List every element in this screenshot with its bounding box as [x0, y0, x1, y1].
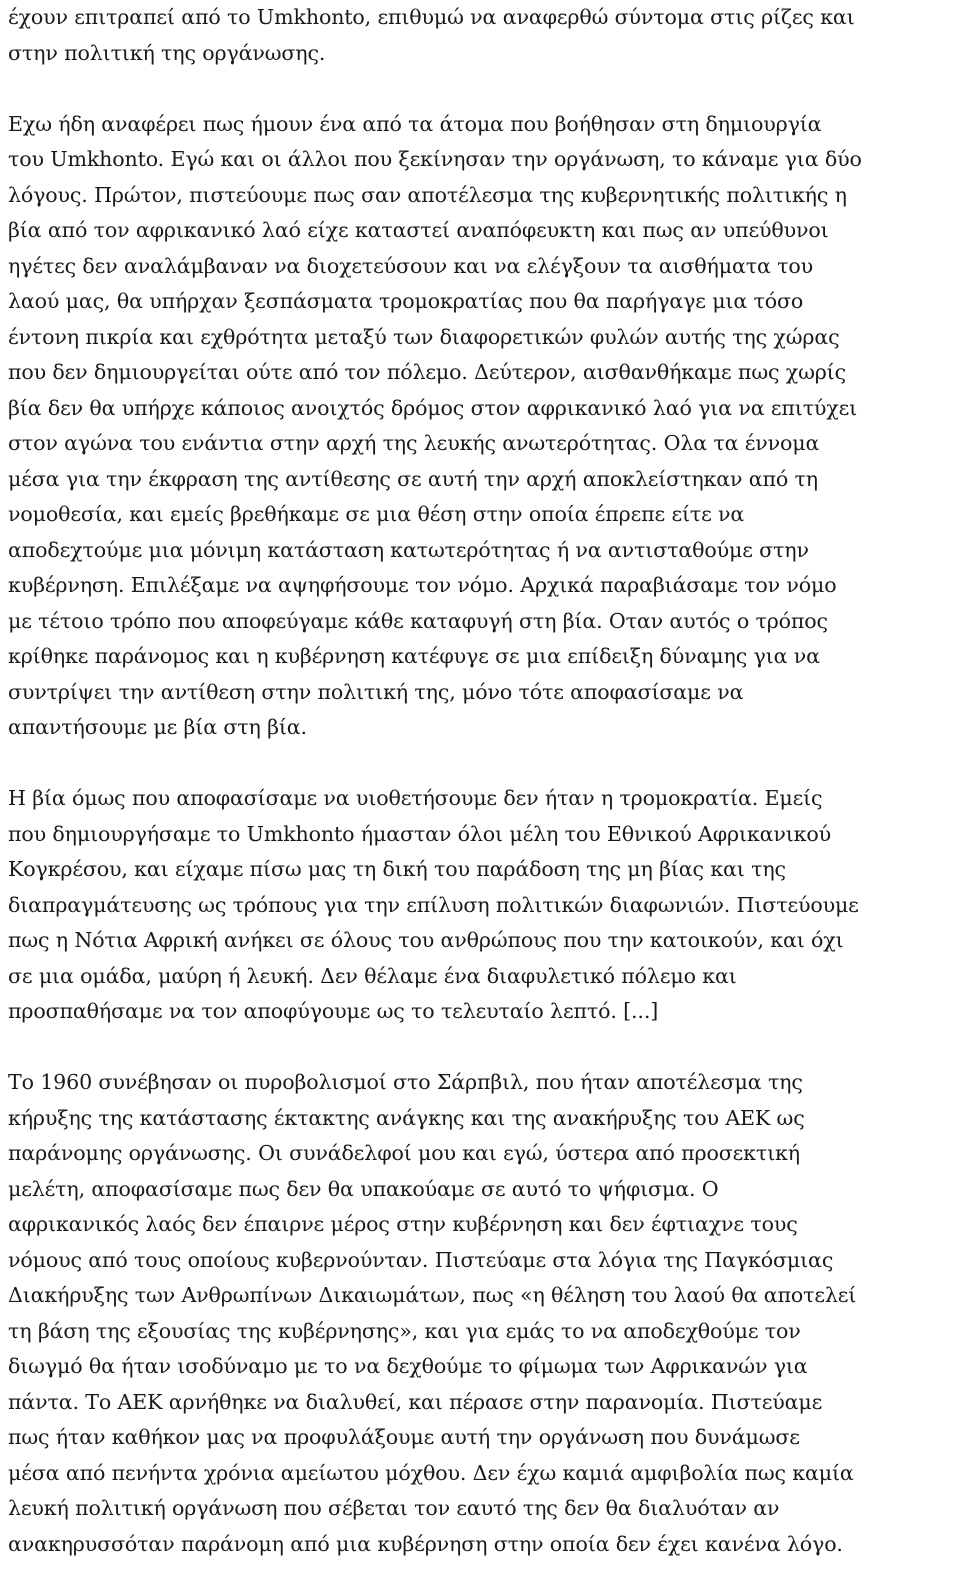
paragraph-gap: [8, 71, 952, 107]
text-line: μελέτη, αποφασίσαμε πως δεν θα υπακούαμε σε αυτό το ψήφισμα. Ο: [8, 1176, 719, 1201]
text-line: προσπαθήσαμε να τον αποφύγουμε ως το τελευταίο λεπτό. [...]: [8, 999, 659, 1023]
text-line: λόγους. Πρώτον, πιστεύουμε πως σαν αποτέλεσμα της κυβερνητικής πολιτικής η: [8, 182, 847, 207]
text-line: Το 1960 συνέβησαν οι πυροβολισμοί στο Σάρπβιλ, που ήταν αποτέλεσμα της: [8, 1070, 803, 1094]
paragraph-1: [8, 0, 952, 71]
text-line: κήρυξης της κατάστασης έκτακτης ανάγκης και της ανακήρυξης του ΑΕΚ ως: [8, 1105, 805, 1130]
text-line: λαού μας, θα υπήρχαν ξεσπάσματα τρομοκρατίας που θα παρήγαγε μια τόσο: [8, 289, 804, 313]
text-line: λευκή πολιτική οργάνωση που σέβεται τον εαυτό της δεν θα διαλυόταν αν: [8, 1496, 780, 1520]
text-line: ανακηρυσσόταν παράνομη από μια κυβέρνηση στην οποία δεν έχει κανένα λόγο.: [8, 1531, 843, 1556]
text-line: διαπραγμάτευσης ως τρόπους για την επίλυση πολιτικών διαφωνιών. Πιστεύουμε: [8, 892, 859, 917]
text-line: στην πολιτική της οργάνωσης.: [8, 40, 326, 65]
text-line: μέσα από πενήντα χρόνια αμείωτου μόχθου. Δεν έχω καμιά αμφιβολία πως καμία: [8, 1460, 854, 1485]
text-line: που δημιουργήσαμε το Umkhonto ήμασταν όλοι μέλη του Εθνικού Αφρικανικού: [8, 821, 831, 846]
text-line: βία δεν θα υπήρχε κάποιος ανοιχτός δρόμος στον αφρικανικό λαό για να επιτύχει: [8, 395, 858, 420]
text-line: αφρικανικός λαός δεν έπαιρνε μέρος στην κυβέρνηση και δεν έφτιαχνε τους: [8, 1212, 798, 1236]
text-line: κυβέρνηση. Επιλέξαμε να αψηφήσουμε τον νόμο. Αρχικά παραβιάσαμε τον νόμο: [8, 573, 837, 597]
text-line: διωγμό θα ήταν ισοδύναμο με το να δεχθούμε το φίμωμα των Αφρικανών για: [8, 1354, 808, 1378]
text-line: κρίθηκε παράνομος και η κυβέρνηση κατέφυγε σε μια επίδειξη δύναμης για να: [8, 644, 820, 668]
text-line: του Umkhonto. Εγώ και οι άλλοι που ξεκίνησαν την οργάνωση, το κάναμε για δύο: [8, 147, 862, 171]
text-line: παράνομης οργάνωσης. Οι συνάδελφοί μου και εγώ, ύστερα από προσεκτική: [8, 1141, 800, 1165]
text-line: έχουν επιτραπεί από το Umkhonto, επιθυμώ να αναφερθώ σύντομα στις ρίζες και: [8, 5, 855, 29]
text-line: που δεν δημιουργείται ούτε από τον πόλεμο. Δεύτερον, αισθανθήκαμε πως χωρίς: [8, 360, 846, 384]
text-line: Διακήρυξης των Ανθρωπίνων Δικαιωμάτων, πως «η θέληση του λαού θα αποτελεί: [8, 1283, 857, 1307]
text-line: πως η Νότια Αφρική ανήκει σε όλους του ανθρώπους που την κατοικούν, και όχι: [8, 928, 844, 952]
paragraph-2: [8, 107, 952, 746]
text-line: αποδεχτούμε μια μόνιμη κατάσταση κατωτερότητας ή να αντισταθούμε στην: [8, 537, 809, 562]
text-line: Κογκρέσου, και είχαμε πίσω μας τη δική του παράδοση της μη βίας και της: [8, 857, 786, 881]
text-line: τη βάση της εξουσίας της κυβέρνησης», και για εμάς το να αποδεχθούμε τον: [8, 1318, 801, 1343]
text-line: ηγέτες δεν αναλάμβαναν να διοχετεύσουν και να ελέγξουν τα αισθήματα του: [8, 253, 813, 278]
text-line: Εχω ήδη αναφέρει πως ήμουν ένα από τα άτομα που βοήθησαν στη δημιουργία: [8, 111, 822, 136]
text-line: πως ήταν καθήκον μας να προφυλάξουμε αυτή την οργάνωση που δυνάμωσε: [8, 1425, 800, 1449]
paragraph-gap: [8, 1030, 952, 1066]
paragraph-4: [8, 1065, 952, 1562]
text-line: νομοθεσία, και εμείς βρεθήκαμε σε μια θέση στην οποία έπρεπε είτε να: [8, 502, 745, 526]
text-line: Η βία όμως που αποφασίσαμε να υιοθετήσουμε δεν ήταν η τρομοκρατία. Εμείς: [8, 786, 823, 810]
text-line: νόμους από τους οποίους κυβερνούνταν. Πιστεύαμε στα λόγια της Παγκόσμιας: [8, 1247, 834, 1272]
text-line: στον αγώνα του ενάντια στην αρχή της λευκής ανωτερότητας. Ολα τα έννομα: [8, 431, 820, 455]
text-line: απαντήσουμε με βία στη βία.: [8, 715, 307, 739]
text-line: πάντα. Το ΑΕΚ αρνήθηκε να διαλυθεί, και πέρασε στην παρανομία. Πιστεύαμε: [8, 1389, 823, 1414]
text-line: μέσα για την έκφραση της αντίθεσης σε αυτή την αρχή αποκλείστηκαν από τη: [8, 466, 818, 491]
text-line: βία από τον αφρικανικό λαό είχε καταστεί αναπόφευκτη και πως αν υπεύθυνοι: [8, 218, 829, 242]
paragraph-gap: [8, 746, 952, 782]
text-line: με τέτοιο τρόπο που αποφεύγαμε κάθε καταφυγή στη βία. Οταν αυτός ο τρόπος: [8, 608, 828, 633]
document-body: [8, 0, 952, 1562]
text-line: συντρίψει την αντίθεση στην πολιτική της, μόνο τότε αποφασίσαμε να: [8, 679, 744, 704]
paragraph-3: [8, 781, 952, 1030]
text-line: σε μια ομάδα, μαύρη ή λευκή. Δεν θέλαμε ένα διαφυλετικό πόλεμο και: [8, 963, 737, 988]
text-line: έντονη πικρία και εχθρότητα μεταξύ των διαφορετικών φυλών αυτής της χώρας: [8, 324, 840, 349]
